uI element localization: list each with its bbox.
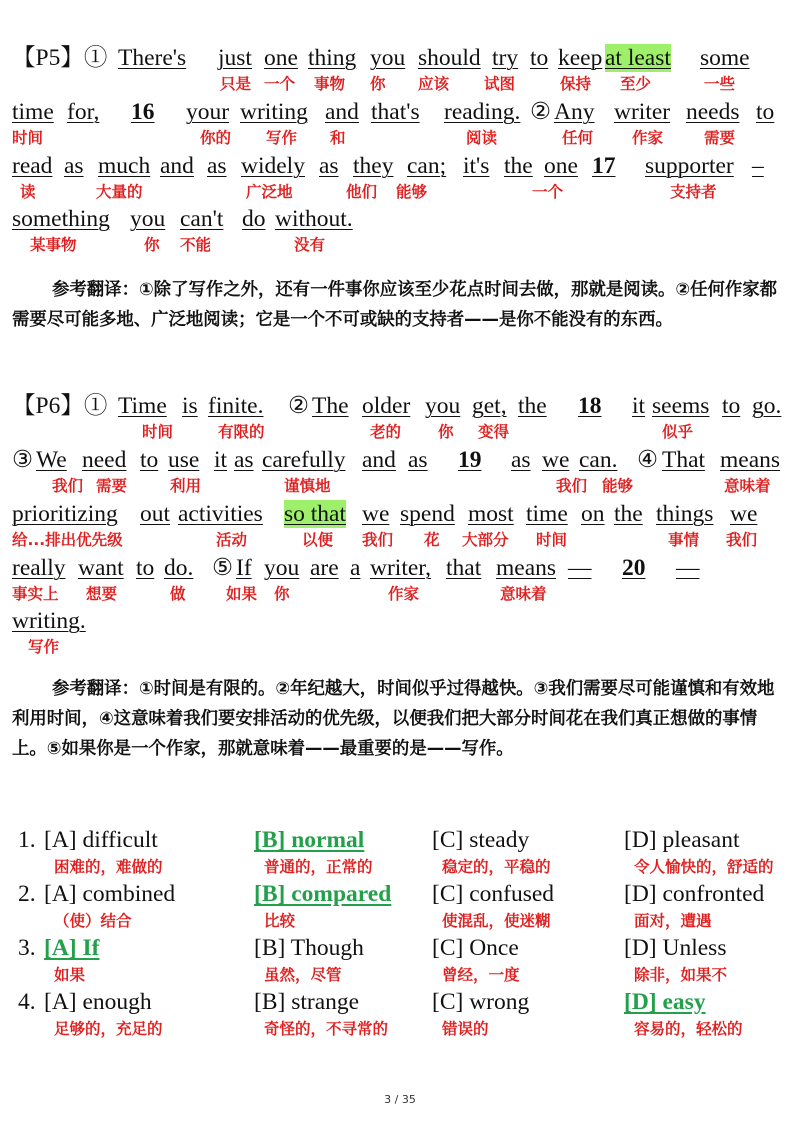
- passage-word: one: [264, 45, 298, 71]
- gloss-label: 我们: [726, 531, 758, 549]
- passage-word: out: [140, 501, 171, 527]
- gloss-label: 阅读: [466, 129, 498, 147]
- gloss-label: 一些: [704, 75, 736, 93]
- passage-word: at least: [605, 45, 671, 71]
- option-gloss: 比较: [264, 912, 296, 930]
- passage-word: 【P6】①: [12, 393, 108, 419]
- passage-word: reading.: [444, 99, 521, 125]
- gloss-label: 意味着: [724, 477, 771, 495]
- gloss-label: 他们: [346, 183, 378, 201]
- passage-word: There's: [118, 45, 187, 71]
- gloss-label: 事实上: [12, 585, 59, 603]
- passage-word: We: [36, 447, 67, 473]
- passage-word: much: [98, 153, 151, 179]
- option-gloss: 足够的，充足的: [54, 1020, 163, 1038]
- passage-word: keep: [558, 45, 603, 71]
- gloss-label: 给...排出优先级: [12, 531, 123, 549]
- p6-line: [12, 554, 790, 582]
- answer-option[interactable]: [C] confused: [432, 881, 555, 907]
- gloss-label: 支持者: [670, 183, 717, 201]
- passage-word: do: [242, 206, 266, 232]
- passage-word: to: [136, 555, 155, 581]
- gloss-label: 读: [20, 183, 36, 201]
- passage-word: you: [370, 45, 406, 71]
- passage-word: you: [130, 206, 166, 232]
- passage-word: we: [362, 501, 390, 527]
- gloss-label: 利用: [170, 477, 202, 495]
- passage-word: and: [160, 153, 194, 179]
- passage-word: and: [362, 447, 396, 473]
- gloss-label: 想要: [86, 585, 118, 603]
- answer-option[interactable]: [A] enough: [44, 989, 152, 1015]
- passage-word: should: [418, 45, 481, 71]
- passage-word: do.: [164, 555, 194, 581]
- passage-word: spend: [400, 501, 455, 527]
- p6-line: [12, 392, 790, 420]
- option-gloss: 令人愉快的，舒适的: [634, 858, 774, 876]
- passage-word: and: [325, 99, 359, 125]
- passage-word: supporter: [645, 153, 734, 179]
- passage-word: can.: [579, 447, 618, 473]
- passage-word: as: [511, 447, 531, 473]
- gloss-label: 如果: [226, 585, 258, 603]
- answer-option-correct[interactable]: [A] If: [44, 935, 100, 961]
- gloss-label: 作家: [632, 129, 664, 147]
- option-gloss: 除非，如果不: [634, 966, 728, 984]
- gloss-label: 事情: [668, 531, 700, 549]
- gloss-label: 意味着: [500, 585, 547, 603]
- p6-translation: 参考翻译：①时间是有限的。②年纪越大，时间似乎过得越快。③我们需要尽可能谨慎和有效地利用时间，④这意味着我们要安排活动的优先级，以便我们把大部分时间花在我们真正想做的事情上。⑤如果你是一个作家，那就意味着——最重要的是——写作。: [12, 679, 775, 759]
- option-gloss: 困难的，难做的: [54, 858, 163, 876]
- passage-word: as: [207, 153, 227, 179]
- gloss-label: 以便: [302, 531, 334, 549]
- gloss-label: 做: [170, 585, 186, 603]
- answer-option[interactable]: [C] wrong: [432, 989, 530, 1015]
- passage-word: go.: [752, 393, 782, 419]
- option-gloss: 奇怪的，不寻常的: [264, 1020, 389, 1038]
- passage-word: they: [353, 153, 394, 179]
- passage-word: one: [544, 153, 578, 179]
- gloss-label: 似乎: [662, 423, 694, 441]
- gloss-label: 至少: [620, 75, 652, 93]
- gloss-label: 保持: [560, 75, 592, 93]
- p5-line: [12, 44, 790, 72]
- gloss-label: 需要: [704, 129, 736, 147]
- passage-word: ②: [530, 99, 552, 125]
- passage-word: activities: [178, 501, 263, 527]
- gloss-label: 大量的: [96, 183, 143, 201]
- passage-word: writer: [614, 99, 671, 125]
- gloss-label: 试图: [484, 75, 516, 93]
- option-gloss: 普通的，正常的: [264, 858, 373, 876]
- passage-word: ②: [288, 393, 310, 419]
- p5-translation: 参考翻译：①除了写作之外，还有一件事你应该至少花点时间去做，那就是阅读。②任何作家都需要尽可能多地、广泛地阅读；它是一个不可或缺的支持者——是你不能没有的东西。: [12, 280, 778, 330]
- passage-word: older: [362, 393, 411, 419]
- passage-word: writing: [240, 99, 308, 125]
- passage-word: —: [568, 555, 592, 581]
- passage-word: things: [656, 501, 714, 527]
- gloss-label: 谨慎地: [284, 477, 331, 495]
- gloss-label: 需要: [96, 477, 128, 495]
- passage-word: finite.: [208, 393, 264, 419]
- passage-word: the: [518, 393, 547, 419]
- gloss-label: 你: [274, 585, 290, 603]
- blank-number: 17: [592, 153, 616, 179]
- passage-word: can;: [407, 153, 447, 179]
- passage-word: that: [446, 555, 482, 581]
- passage-word: as: [234, 447, 254, 473]
- passage-word: The: [312, 393, 349, 419]
- passage-word: can't: [180, 206, 224, 232]
- passage-word: get,: [472, 393, 507, 419]
- passage-word: writer,: [370, 555, 432, 581]
- passage-word: to: [530, 45, 549, 71]
- answer-option[interactable]: [B] Though: [254, 935, 364, 961]
- gloss-label: 时间: [536, 531, 568, 549]
- passage-word: you: [425, 393, 461, 419]
- gloss-label: 我们: [362, 531, 394, 549]
- passage-word: to: [140, 447, 159, 473]
- p5-line: [12, 205, 790, 233]
- passage-word: so that: [284, 501, 347, 527]
- passage-word: we: [542, 447, 570, 473]
- gloss-label: 没有: [294, 236, 326, 254]
- gloss-label: 你: [370, 75, 386, 93]
- passage-word: to: [722, 393, 741, 419]
- passage-word: means: [496, 555, 557, 581]
- passage-word: Time: [118, 393, 167, 419]
- gloss-label: 一个: [264, 75, 296, 93]
- gloss-label: 广泛地: [246, 183, 293, 201]
- gloss-label: 活动: [216, 531, 248, 549]
- passage-word: some: [700, 45, 750, 71]
- passage-word: try: [492, 45, 519, 71]
- gloss-label: 大部分: [462, 531, 509, 549]
- answer-option-correct[interactable]: [D] easy: [624, 989, 706, 1015]
- passage-word: are: [310, 555, 339, 581]
- blank-number: 20: [622, 555, 646, 581]
- answer-option[interactable]: [A] combined: [44, 881, 176, 907]
- passage-word: we: [730, 501, 758, 527]
- passage-word: the: [504, 153, 533, 179]
- option-gloss: 面对，遭遇: [634, 912, 712, 930]
- passage-word: is: [182, 393, 198, 419]
- blank-number: 19: [458, 447, 482, 473]
- passage-word: need: [82, 447, 127, 473]
- passage-word: just: [218, 45, 252, 71]
- passage-word: ④: [637, 447, 659, 473]
- gloss-label: 能够: [396, 183, 428, 201]
- passage-word: you: [264, 555, 300, 581]
- passage-word: prioritizing: [12, 501, 118, 527]
- gloss-label: 老的: [370, 423, 402, 441]
- passage-word: it: [214, 447, 228, 473]
- answer-option[interactable]: [D] confronted: [624, 881, 765, 907]
- gloss-label: 和: [330, 129, 346, 147]
- option-gloss: 虽然，尽管: [264, 966, 342, 984]
- passage-word: —: [676, 555, 700, 581]
- passage-word: use: [168, 447, 200, 473]
- gloss-label: 花: [424, 531, 440, 549]
- passage-word: carefully: [262, 447, 346, 473]
- answer-option[interactable]: [C] steady: [432, 827, 530, 853]
- passage-word: seems: [652, 393, 710, 419]
- passage-word: on: [581, 501, 605, 527]
- passage-word: really: [12, 555, 66, 581]
- passage-word: read: [12, 153, 53, 179]
- passage-word: widely: [241, 153, 305, 179]
- p6-line: [12, 500, 790, 528]
- gloss-label: 有限的: [218, 423, 265, 441]
- question-number: 4.: [18, 989, 36, 1015]
- passage-word: your: [186, 99, 230, 125]
- passage-word: That: [662, 447, 706, 473]
- gloss-label: 任何: [562, 129, 594, 147]
- passage-word: Any: [554, 99, 595, 125]
- passage-word: it's: [463, 153, 490, 179]
- gloss-label: 你: [144, 236, 160, 254]
- option-gloss: 稳定的，平稳的: [442, 858, 551, 876]
- passage-word: means: [720, 447, 781, 473]
- gloss-label: 某事物: [30, 236, 77, 254]
- passage-word: want: [78, 555, 124, 581]
- answer-option[interactable]: [C] Once: [432, 935, 519, 961]
- passage-word: If: [236, 555, 252, 581]
- passage-word: it: [632, 393, 646, 419]
- p6-line: [12, 607, 790, 635]
- answer-option[interactable]: [D] Unless: [624, 935, 727, 961]
- gloss-label: 能够: [602, 477, 634, 495]
- passage-word: as: [408, 447, 428, 473]
- passage-word: a: [350, 555, 361, 581]
- option-gloss: 如果: [54, 966, 86, 984]
- gloss-label: 我们: [52, 477, 84, 495]
- passage-word: 【P5】①: [12, 45, 108, 71]
- option-gloss: 曾经，一度: [442, 966, 520, 984]
- gloss-label: 写作: [266, 129, 298, 147]
- passage-word: for,: [67, 99, 100, 125]
- passage-word: ③: [12, 447, 34, 473]
- passage-word: something: [12, 206, 110, 232]
- passage-word: thing: [308, 45, 357, 71]
- passage-word: writing.: [12, 608, 86, 634]
- answer-option-correct[interactable]: [B] compared: [254, 881, 392, 907]
- blank-number: 16: [131, 99, 155, 125]
- answer-option[interactable]: [A] difficult: [44, 827, 158, 853]
- blank-number: 18: [578, 393, 602, 419]
- page-number: 3 / 35: [384, 1093, 416, 1106]
- gloss-label: 你的: [200, 129, 232, 147]
- gloss-label: 你: [438, 423, 454, 441]
- passage-word: ⑤: [212, 555, 234, 581]
- question-number: 3.: [18, 935, 36, 961]
- gloss-label: 不能: [180, 236, 212, 254]
- gloss-label: 时间: [12, 129, 44, 147]
- gloss-label: 应该: [418, 75, 450, 93]
- gloss-label: 变得: [478, 423, 510, 441]
- gloss-label: 事物: [314, 75, 346, 93]
- passage-word: most: [468, 501, 514, 527]
- option-gloss: （使）结合: [54, 912, 132, 930]
- question-number: 1.: [18, 827, 36, 853]
- passage-word: the: [614, 501, 643, 527]
- p5-line: [12, 98, 790, 126]
- passage-word: –: [752, 153, 764, 179]
- p5-line: [12, 152, 790, 180]
- gloss-label: 只是: [220, 75, 252, 93]
- passage-word: as: [319, 153, 339, 179]
- passage-word: without.: [275, 206, 353, 232]
- answer-option-correct[interactable]: [B] normal: [254, 827, 365, 853]
- answer-option[interactable]: [D] pleasant: [624, 827, 740, 853]
- option-gloss: 容易的，轻松的: [634, 1020, 743, 1038]
- option-gloss: 错误的: [442, 1020, 489, 1038]
- gloss-label: 一个: [532, 183, 564, 201]
- answer-option[interactable]: [B] strange: [254, 989, 360, 1015]
- option-gloss: 使混乱，使迷糊: [442, 912, 551, 930]
- gloss-label: 作家: [388, 585, 420, 603]
- passage-word: to: [756, 99, 775, 125]
- gloss-label: 我们: [556, 477, 588, 495]
- question-number: 2.: [18, 881, 36, 907]
- passage-word: time: [526, 501, 568, 527]
- gloss-label: 写作: [28, 638, 60, 656]
- passage-word: needs: [686, 99, 740, 125]
- gloss-label: 时间: [142, 423, 174, 441]
- p6-line: [12, 446, 790, 474]
- passage-word: that's: [371, 99, 420, 125]
- passage-word: time: [12, 99, 54, 125]
- passage-word: as: [64, 153, 84, 179]
